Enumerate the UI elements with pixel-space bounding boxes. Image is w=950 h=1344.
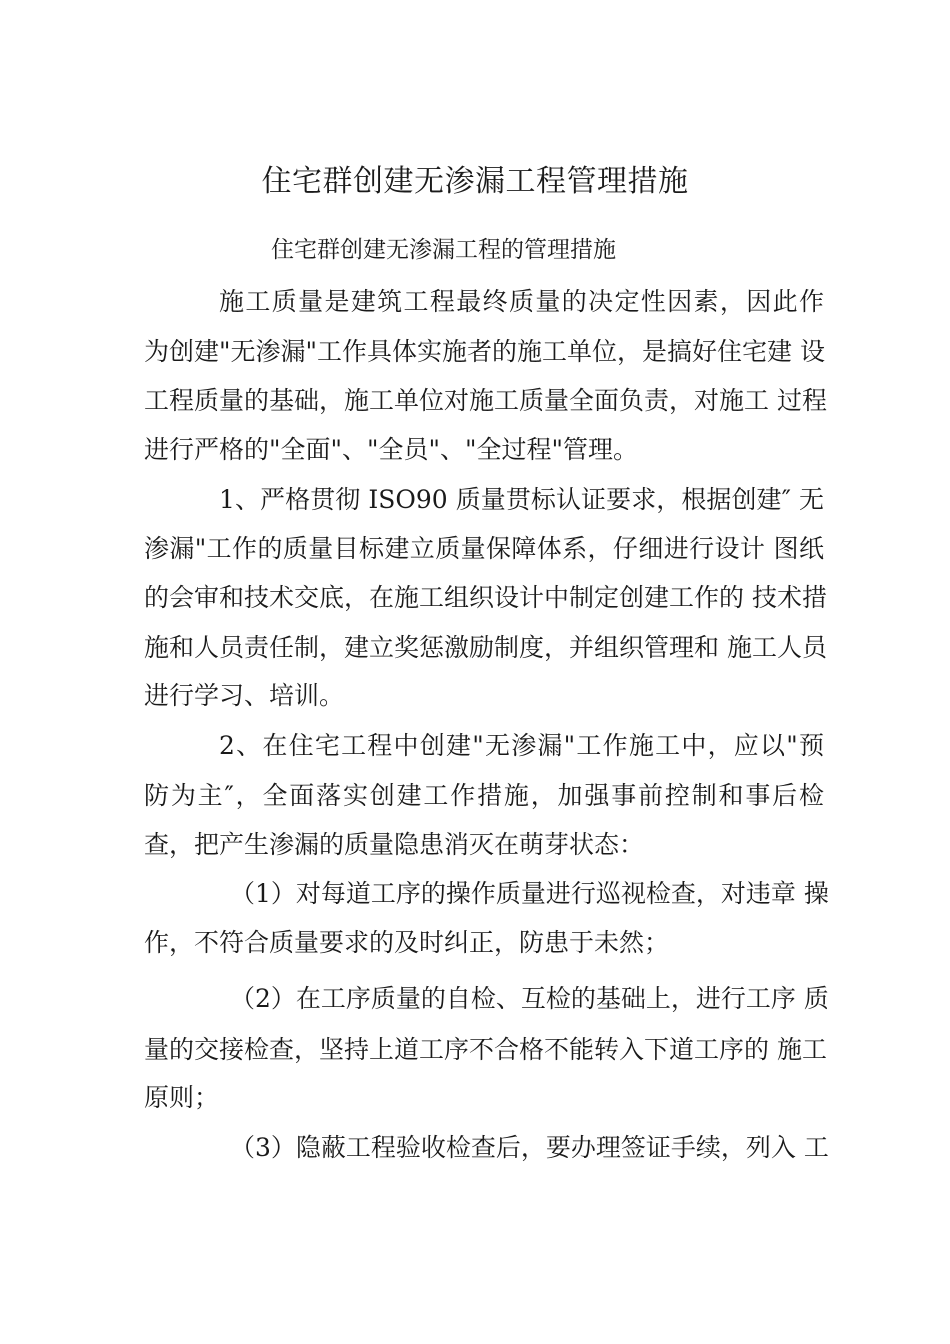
body-line: 防为主″，全面落实创建工作措施，加强事前控制和事后检 [144,781,824,810]
body-line: 施工质量是建筑工程最终质量的决定性因素，因此作 [219,287,824,316]
body-line: 2、在住宅工程中创建"无渗漏"工作施工中，应以"预 [219,731,824,760]
body-line: 的会审和技术交底，在施工组织设计中制定创建工作的 技术措 [144,583,827,612]
body-line: （3）隐蔽工程验收检查后，要办理签证手续，列入 工 [230,1133,829,1162]
body-line: 进行严格的"全面"、"全员"、"全过程"管理。 [144,435,638,464]
body-line: 施和人员责任制，建立奖惩激励制度，并组织管理和 施工人员 [144,633,827,662]
document-title: 住宅群创建无渗漏工程管理措施 [261,164,689,199]
body-line: 查，把产生渗漏的质量隐患消灭在萌芽状态： [144,830,645,859]
body-line: （2）在工序质量的自检、互检的基础上，进行工序 质 [230,984,829,1013]
body-line: 量的交接检查，坚持上道工序不合格不能转入下道工序的 施工 [144,1035,827,1064]
body-line: （1）对每道工序的操作质量进行巡视检查，对违章 操 [230,879,829,908]
body-line: 1、严格贯彻 ISO90 质量贯标认证要求，根据创建″ 无 [219,485,824,514]
body-line: 为创建"无渗漏"工作具体实施者的施工单位，是搞好住宅建 设 [144,337,825,366]
body-line: 工程质量的基础，施工单位对施工质量全面负责，对施工 过程 [144,386,827,415]
document-subtitle: 住宅群创建无渗漏工程的管理措施 [271,237,616,263]
body-line: 原则； [144,1083,220,1112]
body-line: 作，不符合质量要求的及时纠正，防患于未然； [144,928,670,957]
body-line: 进行学习、培训。 [144,681,345,710]
body-line: 渗漏"工作的质量目标建立质量保障体系，仔细进行设计 图纸 [144,534,824,563]
